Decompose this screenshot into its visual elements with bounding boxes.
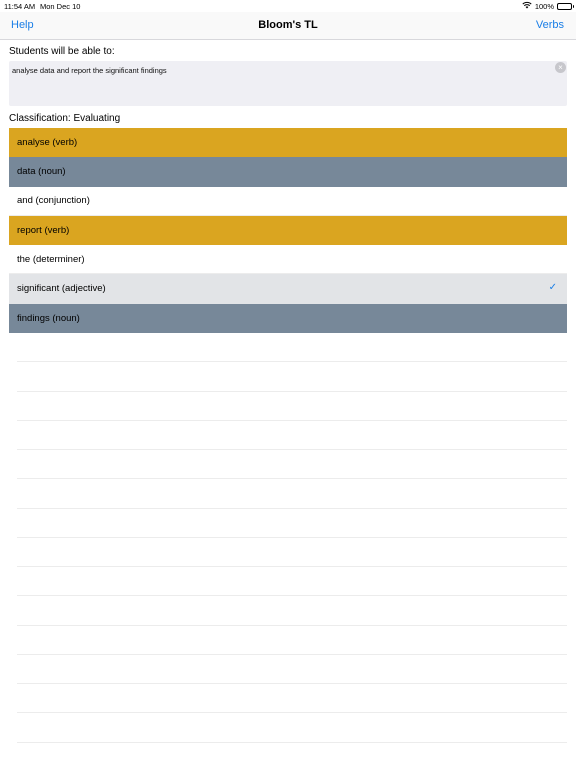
status-indicators bbox=[522, 1, 572, 11]
help-button[interactable]: Help bbox=[11, 19, 34, 31]
word-row[interactable] bbox=[9, 216, 567, 245]
classification-label: Classification: Evaluating bbox=[9, 113, 121, 124]
wifi-icon bbox=[522, 1, 532, 11]
page-title: Bloom's TL bbox=[258, 19, 318, 31]
verbs-button[interactable]: Verbs bbox=[535, 19, 564, 31]
word-row-label: the (determiner) bbox=[17, 253, 85, 265]
clear-circle-icon[interactable]: × bbox=[555, 62, 566, 73]
empty-row bbox=[17, 479, 567, 508]
empty-row bbox=[17, 538, 567, 567]
status-date: Mon Dec 10 bbox=[40, 2, 81, 11]
empty-row bbox=[17, 626, 567, 655]
word-row-label: findings (noun) bbox=[17, 312, 80, 324]
battery-icon bbox=[557, 3, 572, 10]
battery-percent: 100% bbox=[534, 1, 554, 11]
word-row-label: significant (adjective) bbox=[17, 283, 106, 295]
word-row-label: analyse (verb) bbox=[17, 137, 78, 149]
prompt-label: Students will be able to: bbox=[9, 46, 115, 57]
empty-row bbox=[17, 684, 567, 713]
empty-row bbox=[17, 392, 567, 421]
word-row[interactable] bbox=[9, 187, 567, 216]
empty-row bbox=[17, 362, 567, 391]
word-row-label: report (verb) bbox=[17, 224, 70, 236]
word-row[interactable] bbox=[9, 274, 567, 303]
status-bar bbox=[0, 0, 576, 12]
word-row[interactable] bbox=[9, 157, 567, 186]
word-row[interactable] bbox=[9, 245, 567, 274]
word-row[interactable] bbox=[9, 304, 567, 333]
empty-list-rows bbox=[17, 333, 567, 743]
word-row-label: and (conjunction) bbox=[17, 195, 90, 207]
objective-text-area[interactable] bbox=[9, 61, 567, 106]
status-time: 11:54 AM bbox=[4, 2, 36, 11]
empty-row bbox=[17, 421, 567, 450]
objective-text-value[interactable]: analyse data and report the significant findings bbox=[12, 66, 167, 75]
empty-row bbox=[17, 713, 567, 742]
empty-row bbox=[17, 596, 567, 625]
word-list bbox=[9, 128, 567, 333]
empty-row bbox=[17, 655, 567, 684]
checkmark-icon: ✓ bbox=[548, 282, 557, 294]
navigation-bar bbox=[0, 12, 576, 40]
empty-row bbox=[17, 509, 567, 538]
word-row-label: data (noun) bbox=[17, 166, 66, 178]
empty-row bbox=[17, 567, 567, 596]
word-row[interactable] bbox=[9, 128, 567, 157]
empty-row bbox=[17, 450, 567, 479]
empty-row bbox=[17, 333, 567, 362]
